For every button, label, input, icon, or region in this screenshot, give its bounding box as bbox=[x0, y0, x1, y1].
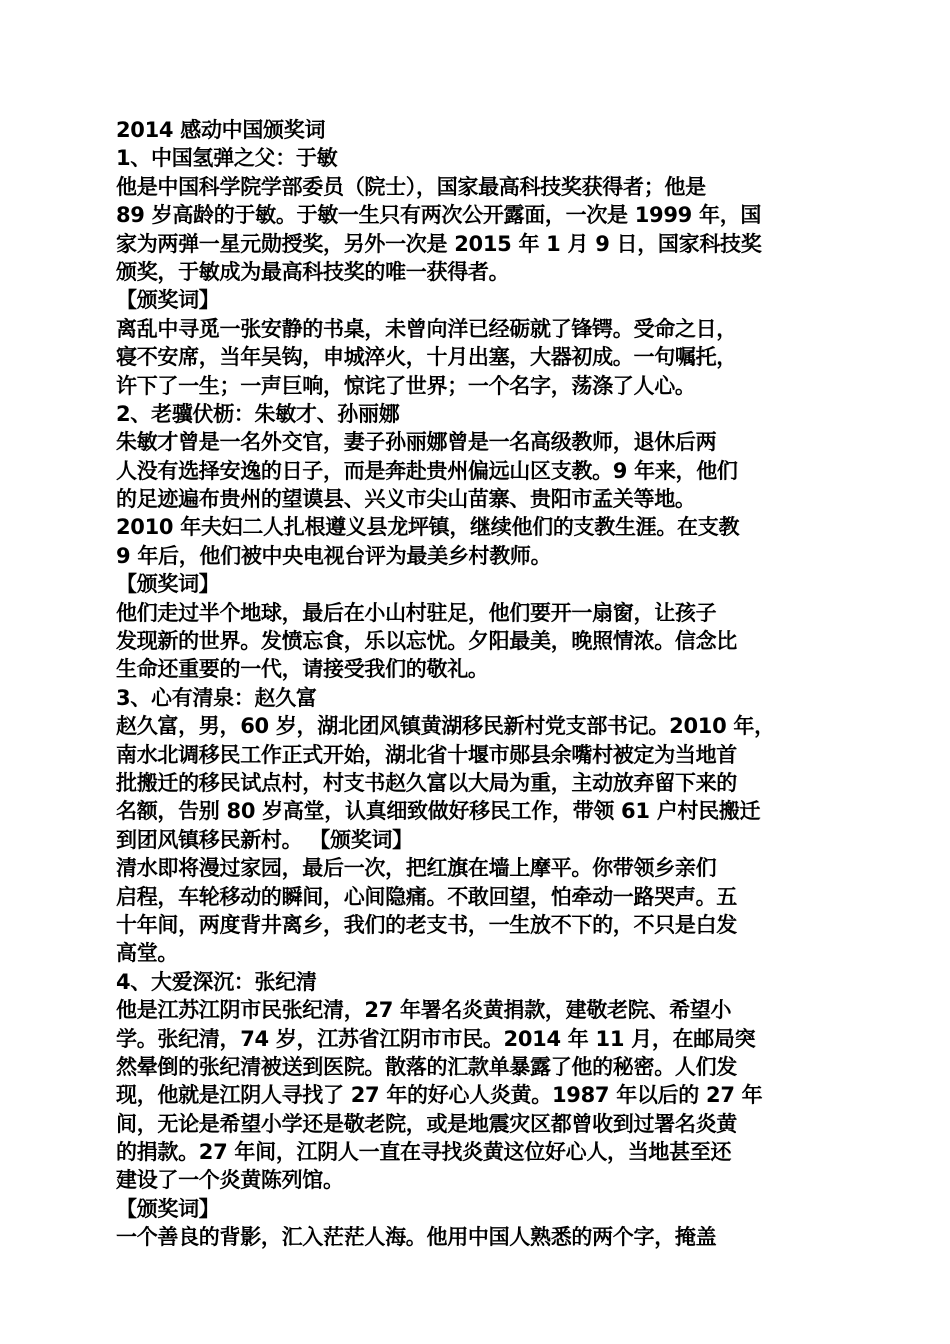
citation-line: 离乱中寻觅一张安静的书桌，未曾向洋已经砺就了锋锷。受命之日， bbox=[116, 316, 737, 341]
citation-line: 一个善良的背影，汇入茫茫人海。他用中国人熟悉的两个字，掩盖 bbox=[116, 1225, 717, 1250]
citation-line: 许下了一生；一声巨响，惊诧了世界；一个名字，荡涤了人心。 bbox=[116, 373, 696, 398]
paragraph-line: 家为两弹一星元勋授奖，另外一次是 2015 年 1 月 9 日，国家科技奖 bbox=[116, 231, 762, 256]
award-citation-heading: 【颁奖词】 bbox=[116, 572, 220, 597]
citation-line: 他们走过半个地球，最后在小山村驻足，他们要开一扇窗，让孩子 bbox=[116, 600, 717, 625]
citation-line: 发现新的世界。发愤忘食，乐以忘忧。夕阳最美，晚照情浓。信念比 bbox=[116, 629, 737, 654]
section-heading-3: 3、心有清泉：赵久富 bbox=[116, 685, 317, 710]
citation-line: 寝不安席，当年吴钩，申城淬火，十月出塞，大器初成。一句嘱托， bbox=[116, 345, 737, 370]
section-heading-4: 4、大爱深沉：张纪清 bbox=[116, 969, 317, 994]
award-citation-heading: 【颁奖词】 bbox=[116, 1196, 220, 1221]
paragraph-line: 建设了一个炎黄陈列馆。 bbox=[116, 1168, 344, 1193]
paragraph-line: 学。张纪清，74 岁，江苏省江阴市市民。2014 年 11 月，在邮局突 bbox=[116, 1026, 756, 1051]
section-heading-2: 2、老骥伏枥：朱敏才、孙丽娜 bbox=[116, 401, 400, 426]
paragraph-line: 间，无论是希望小学还是敬老院，或是地震灾区都曾收到过署名炎黄 bbox=[116, 1111, 737, 1136]
paragraph-line: 2010 年夫妇二人扎根遵义县龙坪镇，继续他们的支教生涯。在支教 bbox=[116, 515, 740, 540]
citation-line: 高堂。 bbox=[116, 941, 179, 966]
paragraph-line: 朱敏才曾是一名外交官，妻子孙丽娜曾是一名高级教师，退休后两 bbox=[116, 430, 717, 455]
paragraph-line: 89 岁高龄的于敏。于敏一生只有两次公开露面，一次是 1999 年，国 bbox=[116, 203, 762, 228]
section-heading-1: 1、中国氢弹之父：于敏 bbox=[116, 146, 338, 171]
paragraph-line: 现，他就是江阴人寻找了 27 年的好心人炎黄。1987 年以后的 27 年 bbox=[116, 1083, 763, 1108]
citation-line: 生命还重要的一代，请接受我们的敬礼。 bbox=[116, 657, 489, 682]
paragraph-line: 的捐款。27 年间，江阴人一直在寻找炎黄这位好心人，当地甚至还 bbox=[116, 1140, 732, 1165]
paragraph-line: 到团风镇移民新村。 【颁奖词】 bbox=[116, 827, 413, 852]
paragraph-line: 9 年后，他们被中央电视台评为最美乡村教师。 bbox=[116, 543, 552, 568]
citation-line: 清水即将漫过家园，最后一次，把红旗在墙上摩平。你带领乡亲们 bbox=[116, 856, 717, 881]
paragraph-line: 的足迹遍布贵州的望谟县、兴义市尖山苗寨、贵阳市孟关等地。 bbox=[116, 487, 696, 512]
paragraph-line: 颁奖，于敏成为最高科技奖的唯一获得者。 bbox=[116, 259, 510, 284]
document-title: 2014 感动中国颁奖词 bbox=[116, 118, 326, 142]
paragraph-line: 批搬迁的移民试点村，村支书赵久富以大局为重，主动放弃留下来的 bbox=[116, 770, 737, 795]
citation-line: 启程，车轮移动的瞬间，心间隐痛。不敢回望，怕牵动一路哭声。五 bbox=[116, 884, 737, 909]
award-citation-heading: 【颁奖词】 bbox=[116, 288, 220, 313]
citation-line: 十年间，两度背井离乡，我们的老支书，一生放不下的，不只是白发 bbox=[116, 912, 737, 937]
paragraph-line: 他是中国科学院学部委员（院士），国家最高科技奖获得者；他是 bbox=[116, 174, 706, 199]
paragraph-line: 赵久富，男，60 岁，湖北团风镇黄湖移民新村党支部书记。2010 年， bbox=[116, 714, 775, 739]
paragraph-line: 南水北调移民工作正式开始，湖北省十堰市郧县余嘴村被定为当地首 bbox=[116, 742, 737, 767]
paragraph-line: 他是江苏江阴市民张纪清，27 年署名炎黄捐款，建敬老院、希望小 bbox=[116, 998, 732, 1023]
paragraph-line: 人没有选择安逸的日子，而是奔赴贵州偏远山区支教。9 年来，他们 bbox=[116, 458, 738, 483]
paragraph-line: 名额，告别 80 岁高堂，认真细致做好移民工作，带领 61 户村民搬迁 bbox=[116, 799, 761, 824]
paragraph-line: 然晕倒的张纪清被送到医院。散落的汇款单暴露了他的秘密。人们发 bbox=[116, 1054, 737, 1079]
document-page bbox=[116, 116, 838, 1252]
